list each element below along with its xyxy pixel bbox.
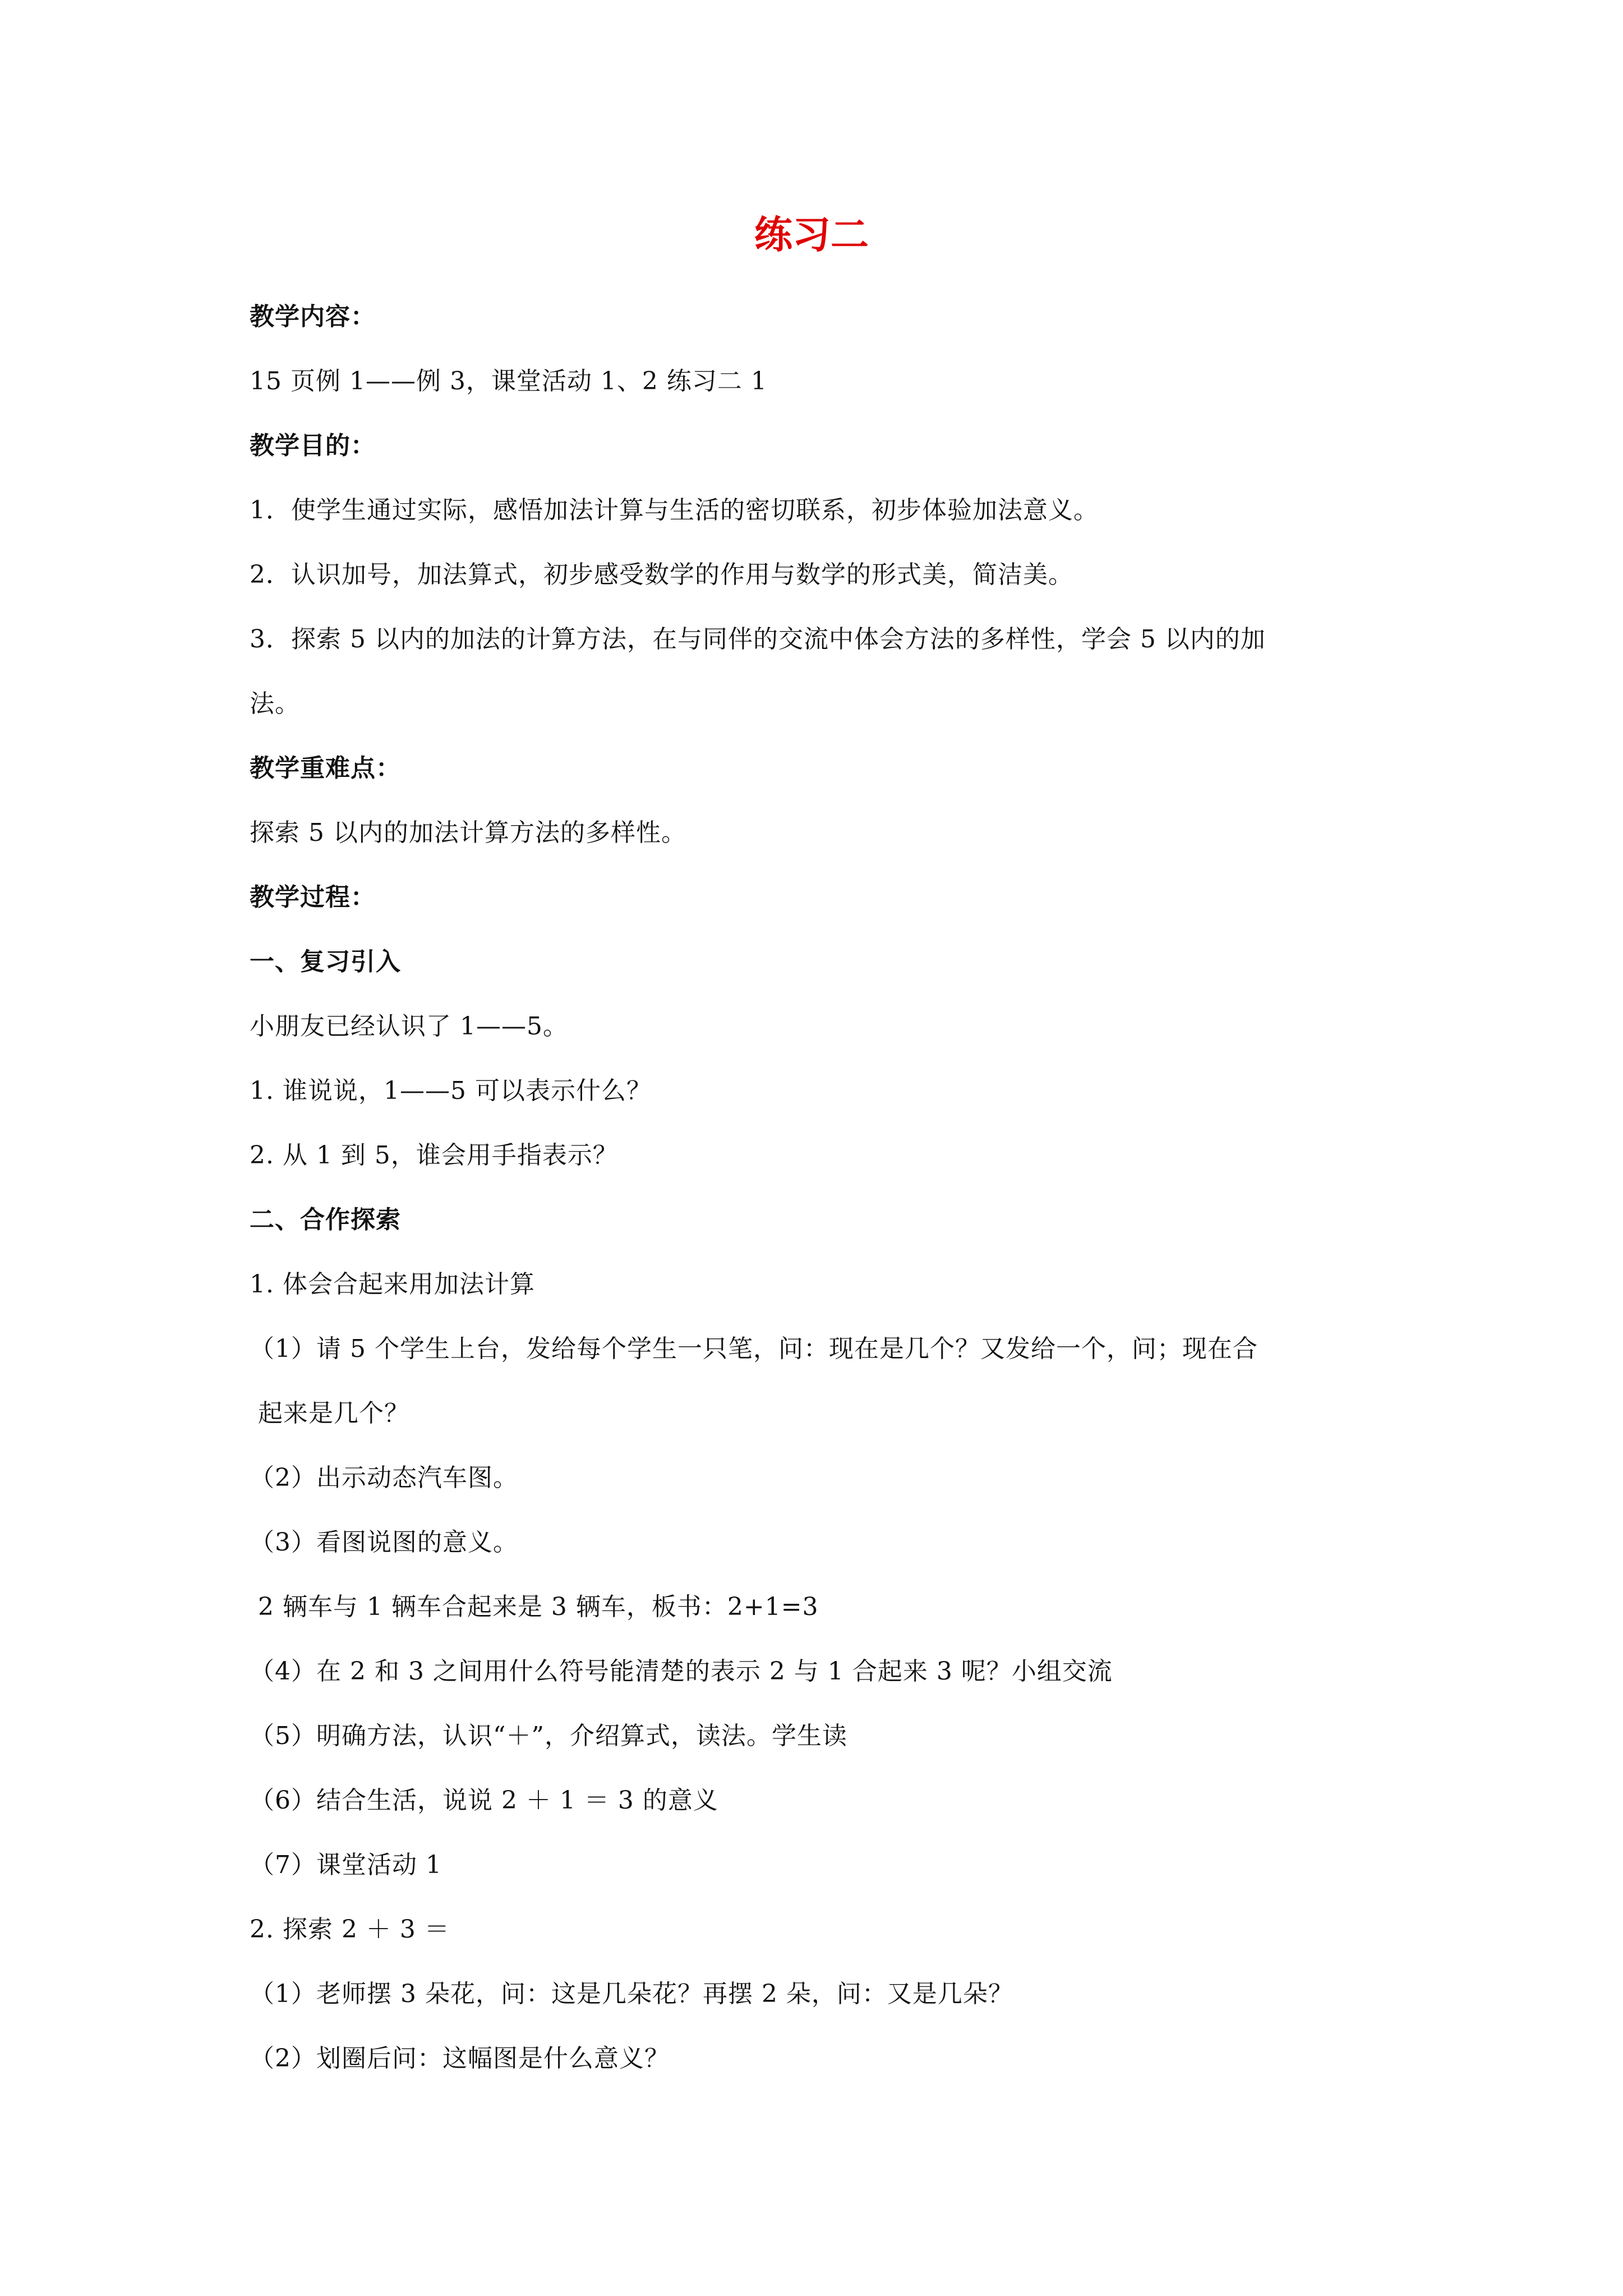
process-heading: 教学过程：: [250, 883, 376, 912]
section2-line: （1）老师摆 3 朵花，问：这是几朵花？再摆 2 朵，问：又是几朵？: [250, 1980, 1013, 2008]
section2-line: （1）请 5 个学生上台，发给每个学生一只笔，问：现在是几个？又发给一个，问；现在合: [250, 1335, 1258, 1363]
section2-line: （2）出示动态汽车图。: [250, 1464, 518, 1492]
section1-line: 2. 从 1 到 5，谁会用手指表示？: [250, 1141, 618, 1170]
section2-line: 2 辆车与 1 辆车合起来是 3 辆车，板书：2+1=3: [258, 1593, 819, 1621]
content-heading: 教学内容：: [250, 302, 376, 331]
section2-heading: 二、合作探索: [250, 1205, 401, 1234]
objective-item: 3．探索 5 以内的加法的计算方法，在与同伴的交流中体会方法的多样性，学会 5 以内的加: [250, 625, 1266, 654]
objective-item-continuation: 法。: [250, 689, 300, 718]
content-text: 15 页例 1——例 3，课堂活动 1、2 练习二 1: [250, 367, 767, 395]
section2-line: 1. 体会合起来用加法计算: [250, 1270, 535, 1299]
objective-item: 2．认识加号，加法算式，初步感受数学的作用与数学的形式美，简洁美。: [250, 560, 1073, 589]
section2-line: （2）划圈后问：这幅图是什么意义？: [250, 2044, 670, 2073]
section2-line-continuation: 起来是几个？: [258, 1399, 409, 1428]
objective-item: 1．使学生通过实际，感悟加法计算与生活的密切联系，初步体验加法意义。: [250, 496, 1099, 524]
section2-line: （3）看图说图的意义。: [250, 1528, 518, 1557]
section2-line: （6）结合生活，说说 2 ＋ 1 ＝ 3 的意义: [250, 1786, 718, 1815]
section1-heading: 一、复习引入: [250, 947, 401, 976]
section2-line: 2. 探索 2 ＋ 3 ＝: [250, 1915, 450, 1944]
section2-line: （5）明确方法，认识“＋”，介绍算式，读法。学生读: [250, 1722, 847, 1750]
section2-line: （7）课堂活动 1: [250, 1851, 442, 1879]
keypoints-heading: 教学重难点：: [250, 754, 401, 783]
objectives-heading: 教学目的：: [250, 431, 376, 460]
keypoints-text: 探索 5 以内的加法计算方法的多样性。: [250, 818, 686, 847]
section2-line: （4）在 2 和 3 之间用什么符号能清楚的表示 2 与 1 合起来 3 呢？小组交流: [250, 1657, 1113, 1686]
section1-line: 小朋友已经认识了 1——5。: [250, 1012, 568, 1041]
section1-line: 1. 谁说说，1——5 可以表示什么？: [250, 1076, 652, 1105]
document-title: 练习二: [754, 213, 869, 257]
